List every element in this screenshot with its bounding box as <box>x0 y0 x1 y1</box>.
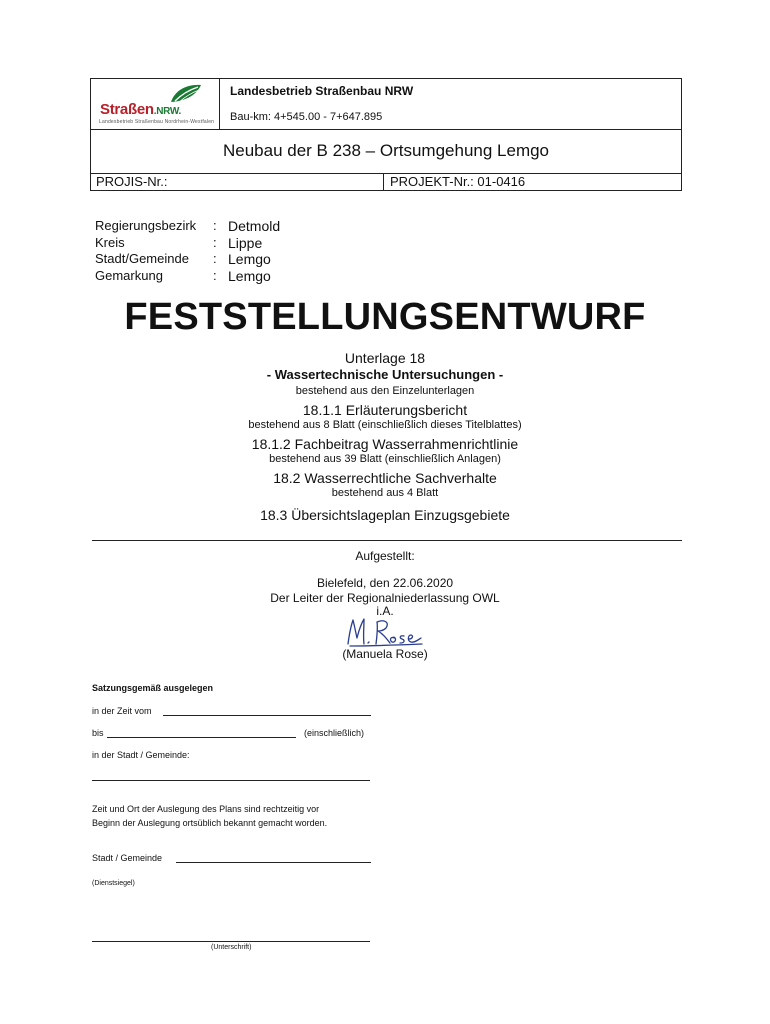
location-label: Kreis <box>95 234 125 250</box>
unterlage-item-title: 18.1.2 Fachbeitrag Wasserrahmenrichtlinie <box>251 436 519 452</box>
unterlage-item-detail: bestehend aus 8 Blatt (einschließlich dieses Titelblattes) <box>248 419 522 431</box>
location-value: Lippe <box>228 234 263 251</box>
unterlage-item-title: 18.3 Übersichtslageplan Einzugsgebiete <box>260 507 510 523</box>
header-table <box>90 78 682 191</box>
unterlage-item-title: 18.1.1 Erläuterungsbericht <box>302 402 468 418</box>
logo-wordmark: Straßen.NRW. <box>100 101 181 118</box>
unterlage-item-detail: bestehend aus 39 Blatt (einschließlich Anlagen) <box>269 453 501 465</box>
location-colon: : <box>213 234 217 250</box>
document-title: FESTSTELLUNGSENTWURF <box>124 296 646 338</box>
location-row <box>95 251 280 268</box>
location-row <box>95 268 280 285</box>
projis-number: PROJIS-Nr.: <box>91 173 384 191</box>
notice-line-1: Zeit und Ort der Auslegung des Plans sind rechtzeitig vor <box>92 804 320 814</box>
unterlage-item-detail: bestehend aus 4 Blatt <box>331 487 439 499</box>
stadt-gemeinde-line <box>92 780 370 781</box>
zeit-vom-line <box>163 715 371 716</box>
location-block <box>95 218 280 284</box>
unterlage-intro: bestehend aus den Einzelunterlagen <box>295 385 475 397</box>
bau-km: Bau-km: 4+545.00 - 7+647.895 <box>230 111 383 123</box>
ia-label: i.A. <box>376 604 394 618</box>
location-value: Lemgo <box>228 251 271 267</box>
bis-label: bis <box>92 728 104 738</box>
signatory-role: Der Leiter der Regionalniederlassung OWL <box>270 591 500 605</box>
einschl-label: (einschließlich) <box>304 728 365 738</box>
location-row <box>95 218 280 235</box>
location-colon: : <box>213 267 217 283</box>
location-label: Gemarkung <box>95 267 163 283</box>
stadt-gemeinde-2-line <box>176 862 371 863</box>
location-label: Regierungsbezirk <box>95 218 197 233</box>
unterlage-number: Unterlage 18 <box>344 350 426 366</box>
notice-line-2: Beginn der Auslegung ortsüblich bekannt gemacht worden. <box>92 818 328 828</box>
stadt-gemeinde-2-label: Stadt / Gemeinde <box>92 853 163 863</box>
location-row <box>95 235 280 252</box>
zeit-vom-label: in der Zeit vom <box>92 706 152 716</box>
separator-line <box>92 540 682 541</box>
project-title: Neubau der B 238 – Ortsumgehung Lemgo <box>222 141 550 160</box>
stadt-gemeinde-label: in der Stadt / Gemeinde: <box>92 750 190 760</box>
org-name: Landesbetrieb Straßenbau NRW <box>230 84 414 98</box>
location-value: Lemgo <box>228 267 271 284</box>
logo-subtitle: Landesbetrieb Straßenbau Nordrhein-Westfalen <box>99 119 215 125</box>
unterschrift-label: (Unterschrift) <box>211 944 252 951</box>
bis-line <box>107 737 296 738</box>
unterlage-name: - Wassertechnische Untersuchungen - <box>266 367 504 382</box>
handwritten-signature <box>342 616 424 648</box>
unterschrift-line <box>92 941 370 942</box>
place-date: Bielefeld, den 22.06.2020 <box>316 576 454 590</box>
dienstsiegel-label: (Dienstsiegel) <box>92 880 135 887</box>
form-heading: Satzungsgemäß ausgelegen <box>92 683 214 693</box>
aufgestellt-label: Aufgestellt: <box>355 549 415 563</box>
projekt-number: PROJEKT-Nr.: 01-0416 <box>390 174 526 189</box>
logo-cell <box>91 79 220 129</box>
org-cell <box>220 79 681 129</box>
signatory-name: (Manuela Rose) <box>342 647 428 661</box>
location-colon: : <box>213 251 217 266</box>
location-colon: : <box>213 218 217 233</box>
location-label: Stadt/Gemeinde <box>95 251 189 266</box>
unterlage-item-title: 18.2 Wasserrechtliche Sachverhalte <box>273 470 497 486</box>
location-value: Detmold <box>228 218 281 234</box>
